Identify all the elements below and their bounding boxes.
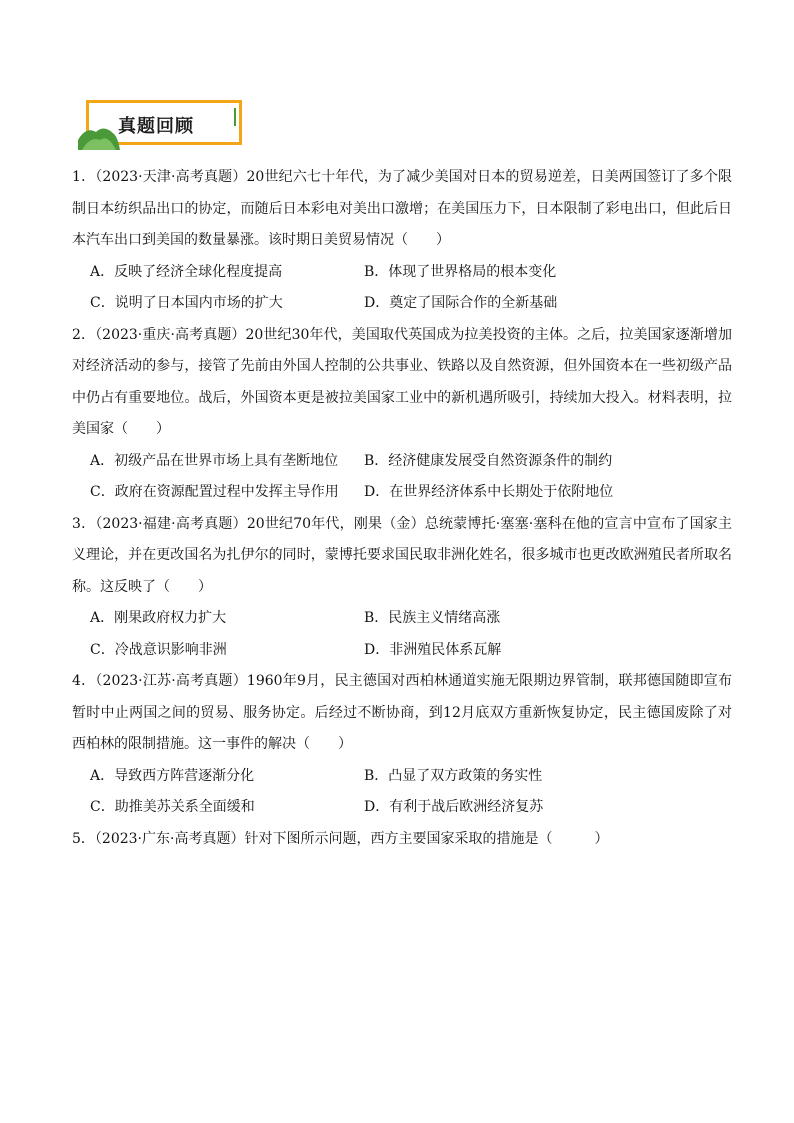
option-a[interactable]: A．刚果政府权力扩大: [90, 610, 227, 626]
question-source: （2023·重庆·高考真题）: [95, 326, 246, 343]
option-a[interactable]: A．初级产品在世界市场上具有垄断地位: [90, 452, 339, 469]
option-row: [72, 792, 732, 824]
question-number: 5．: [72, 830, 95, 847]
option-row: [72, 635, 732, 667]
question-stem: 20世纪六七十年代，为了减少美国对日本的贸易逆差，日美两国签订了多个限制日本纺织品出口的协定，而随后日本彩电对美出口激增；在美国压力下，日本限制了彩电出口，但此后日本汽车出口到美国的数量暴涨。该时期日美贸易情况（ ）: [72, 169, 732, 248]
mountain-icon: [78, 122, 122, 150]
option-c[interactable]: C．助推美苏关系全面缓和: [90, 799, 255, 815]
question-5: [72, 824, 732, 856]
option-d[interactable]: D．非洲殖民体系瓦解: [364, 641, 502, 658]
question-stem: 1960年9月，民主德国对西柏林通道实施无限期边界管制，联邦德国随即宣布暂时中止两国之间的贸易、服务协定。后经过不断协商，到12月底双方重新恢复协定，民主德国废除了对西柏林的限制措施。这一事件的解决（ ）: [72, 673, 732, 752]
question-number: 1．: [72, 169, 96, 185]
badge-accent-line: [234, 108, 236, 126]
question-source: （2023·福建·高考真题）: [95, 515, 247, 532]
questions-list: [72, 162, 732, 855]
option-row: [72, 288, 732, 320]
question-stem: 针对下图所示问题，西方主要国家采取的措施是（ ）: [244, 830, 609, 847]
option-a[interactable]: A．导致西方阵营逐渐分化: [90, 767, 255, 784]
section-title: 真题回顾: [118, 116, 194, 137]
question-source: （2023·江苏·高考真题）: [95, 673, 247, 689]
option-b[interactable]: B．凸显了双方政策的务实性: [364, 767, 543, 784]
option-row: [72, 446, 732, 478]
option-d[interactable]: D．在世界经济体系中长期处于依附地位: [364, 484, 614, 500]
option-b[interactable]: B．民族主义情绪高涨: [364, 610, 501, 626]
option-d[interactable]: D．奠定了国际合作的全新基础: [364, 295, 558, 311]
option-b[interactable]: B．经济健康发展受自然资源条件的制约: [364, 452, 613, 469]
question-1: [72, 162, 732, 320]
question-2: [72, 320, 732, 509]
option-c[interactable]: C．冷战意识影响非洲: [90, 641, 227, 658]
option-b[interactable]: B．体现了世界格局的根本变化: [364, 263, 557, 280]
question-3: [72, 509, 732, 667]
option-a[interactable]: A．反映了经济全球化程度提高: [90, 263, 283, 280]
question-number: 4．: [72, 673, 96, 689]
question-stem: 20世纪30年代，美国取代英国成为拉美投资的主体。之后，拉美国家逐渐增加对经济活动的参与，接管了先前由外国人控制的公共事业、铁路以及自然资源，但外国资本在一些初级产品中仍占有重要地位。战后，外国资本更是被拉美国家工业中的新机遇所吸引，持续加大投入。材料表明，拉美国家（ ）: [72, 326, 732, 437]
option-d[interactable]: D．有利于战后欧洲经济复苏: [364, 799, 544, 815]
option-c[interactable]: C．政府在资源配置过程中发挥主导作用: [90, 484, 339, 500]
option-c[interactable]: C．说明了日本国内市场的扩大: [90, 295, 283, 311]
question-source: （2023·广东·高考真题）: [94, 830, 245, 847]
question-4: [72, 666, 732, 824]
option-row: [72, 477, 732, 509]
question-source: （2023·天津·高考真题）: [95, 169, 247, 185]
option-row: [72, 761, 732, 793]
section-header: [78, 100, 244, 150]
question-stem: 20世纪70年代，刚果（金）总统蒙博托·塞塞·塞科在他的宣言中宣布了国家主义理论，并在更改国名为扎伊尔的同时，蒙博托要求国民取非洲化姓名，很多城市也更改欧洲殖民者所取名称。这反映了（ ）: [72, 515, 733, 595]
option-row: [72, 603, 732, 635]
option-row: [72, 257, 732, 289]
question-number: 2．: [72, 326, 96, 343]
question-number: 3．: [72, 515, 96, 532]
